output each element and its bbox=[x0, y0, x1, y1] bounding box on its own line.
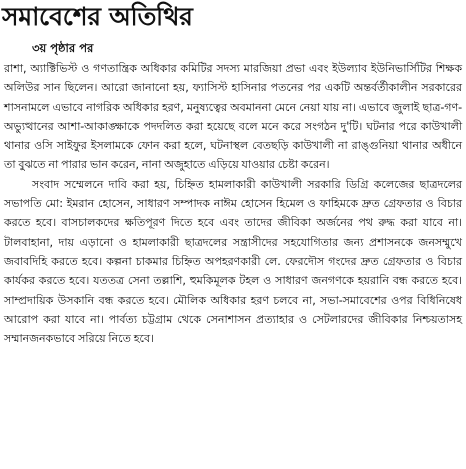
article-headline: সমাবেশের অতিথির bbox=[2, 2, 193, 31]
article-body bbox=[4, 59, 462, 348]
article-paragraph: রাশা, অ্যাক্টিভিস্ট ও গণতান্ত্রিক অধিকার কমিটির সদস্য মারজিয়া প্রভা এবং ইউল্যাব ইউনিভার্সিটির শিক্ষক অলিউর সান ছিলেন। আরো জানানো হয়, ফ্যাসিস্ট হাসিনার পতনের পর একটি অন্তর্বর্তীকালীন সরকারের শাসনামলে এভাবে নাগরিক অধিকার হরণ, মনুষ্যত্বের অবমাননা মেনে নেয়া যায় না। এভাবে জুলাই ছাত্র-গণ-অভ্যুত্থানের আশা-আকাঙ্ক্ষাকে পদদলিত করা হয়েছে বলে মনে করে সংগঠন দু'টি। ঘটনার পরে কাউখালী থানার ওসি সাইফুর ইসলামকে ফোন করা হলে, ঘটনাস্থল বেতছড়ি কাউখালী না রাঙ্গুনিয়া থানার অধীনে তা বুঝতে না পারার ভান করেন, নানা অজুহাতে এড়িয়ে যাওয়ার চেষ্টা করেন। bbox=[4, 62, 462, 172]
article-paragraph: সংবাদ সম্মেলনে দাবি করা হয়, চিহ্নিত হামলাকারী কাউখালী সরকারি ডিগ্রি কলেজের ছাত্রদলের সভাপতি মো: ইমরান হোসেন, সাধারণ সম্পাদক নাঈম হোসেন হিমেল ও ফাহিমকে দ্রুত গ্রেফতার ও বিচার করতে হবে। বাসচালকদের ক্ষতিপূরণ দিতে হবে এবং তাদের জীবিকা অর্জনের পথ রুদ্ধ করা যাবে না। টালবাহানা, দায় এড়ানো ও হামলাকারী ছাত্রদলের সন্ত্রাসীদের সহযোগিতার জন্য প্রশাসনকে জনসম্মুখে জবাবদিহি করতে হবে। কল্পনা চাকমার চিহ্নিত অপহরণকারী লে. ফেরদৌস গংদের দ্রুত গ্রেফতার ও বিচার কার্যকর করতে হবে। যততত্র সেনা তল্লাশি, হুমকিমূলক টহল ও সাধারণ জনগণকে হয়রানি বন্ধ করতে হবে। সাম্প্রদায়িক উসকানি বন্ধ করতে হবে। মৌলিক অধিকার হরণ চলবে না, সভা-সমাবেশের ওপর বিধিনিষেধ আরোপ করা যাবে না। পার্বত্য চট্টগ্রাম থেকে সেনাশাসন প্রত্যাহার ও সেটলারদের জীবিকার নিশ্চয়তাসহ সম্মানজনকভাবে সরিয়ে নিতে হবে। bbox=[4, 177, 462, 346]
continued-from-label: ৩য় পৃষ্ঠার পর bbox=[32, 41, 94, 55]
